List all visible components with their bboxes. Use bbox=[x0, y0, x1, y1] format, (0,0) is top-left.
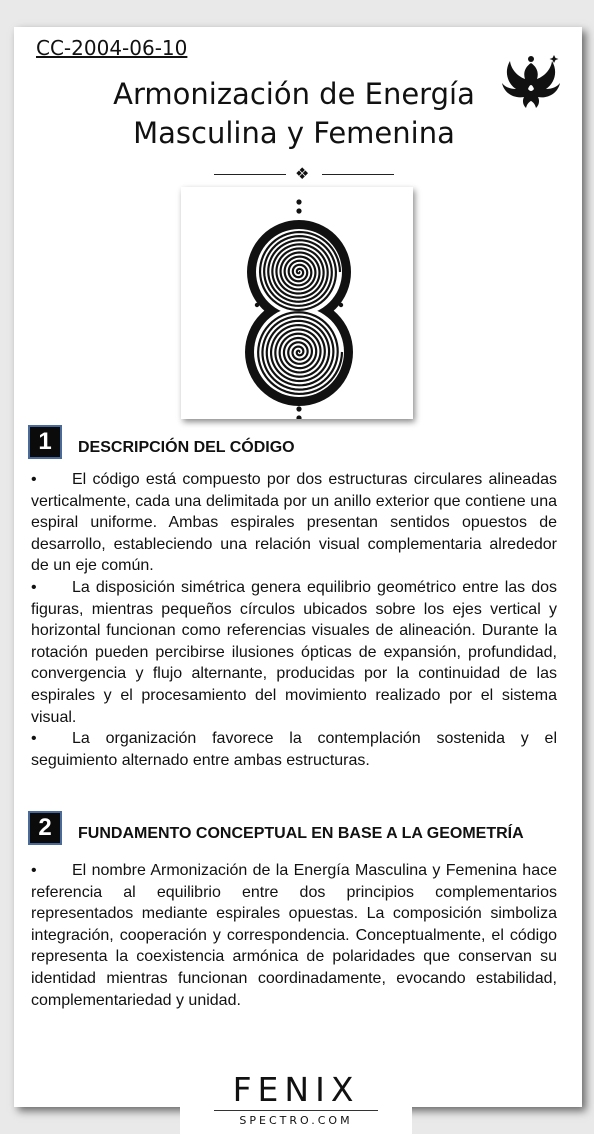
list-item: • La organización favorece la contemplación sostenida y el seguimiento alternado entre ambas estructuras. bbox=[31, 730, 557, 769]
divider-line-left bbox=[214, 174, 286, 175]
section-1-badge: 1 bbox=[28, 425, 62, 459]
phoenix-logo-icon bbox=[498, 49, 564, 115]
double-spiral-figure bbox=[181, 187, 413, 419]
code-card bbox=[14, 27, 582, 1107]
brand-divider bbox=[214, 1110, 378, 1111]
alignment-dot-top-2 bbox=[296, 208, 301, 213]
title-divider bbox=[214, 167, 394, 183]
alignment-dot-left-2 bbox=[262, 303, 266, 307]
page-title bbox=[54, 75, 534, 153]
section-2-body bbox=[31, 860, 557, 1011]
diamond-ornament-icon: ❖ bbox=[295, 166, 310, 183]
list-item: • La disposición simétrica genera equilibrio geométrico entre las dos figuras, mientras pequeños círculos ubicados sobre los ejes vertical y horizontal funcionan como referencias visuales de alineación. Durante la rotación pueden percibirse ilusiones ópticas de expansión, profundidad, convergencia y flujo alternante, producidas por la continuidad de las espirales y el procesamiento del movimiento realizado por el sistema visual. bbox=[31, 578, 557, 726]
list-item: • El código está compuesto por dos estructuras circulares alineadas verticalmente, cada una delimitada por un anillo exterior que contiene una espiral uniforme. Ambas espirales presentan sentidos opuestos de desarrollo, estableciendo una relación visual complementaria alrededor de un eje común. bbox=[31, 471, 557, 575]
section-1-title: DESCRIPCIÓN DEL CÓDIGO bbox=[78, 439, 295, 456]
alignment-dot-right-2 bbox=[332, 303, 336, 307]
code-id: CC-2004-06-10 bbox=[36, 36, 188, 60]
brand-subtitle: SPECTRO.COM bbox=[239, 1114, 353, 1127]
list-item: • El nombre Armonización de la Energía Masculina y Femenina hace referencia al equilibrio entre dos principios complementarios representados mediante espirales opuestas. La composición simboliza integración, cooperación y correspondencia. Conceptualmente, el código representa la coexistencia armónica de polaridades que conservan su identidad mientras funcionan coordinadamente, evocando estabilidad, complementariedad y unidad. bbox=[31, 862, 557, 1009]
code-figure bbox=[181, 187, 413, 419]
alignment-dot-bottom-2 bbox=[296, 406, 301, 411]
alignment-dot-left bbox=[255, 303, 259, 307]
section-2-title: FUNDAMENTO CONCEPTUAL EN BASE A LA GEOMETRÍA bbox=[78, 825, 524, 842]
alignment-dot-top bbox=[296, 199, 301, 204]
brand-name: FENIX bbox=[232, 1070, 360, 1109]
brand-logo bbox=[180, 1070, 412, 1134]
alignment-dot-right bbox=[339, 303, 343, 307]
title-line-2: Masculina y Femenina bbox=[133, 116, 455, 150]
section-2-badge: 2 bbox=[28, 811, 62, 845]
title-line-1: Armonización de Energía bbox=[113, 77, 475, 111]
section-1-body bbox=[31, 469, 557, 771]
divider-line-right bbox=[322, 174, 394, 175]
